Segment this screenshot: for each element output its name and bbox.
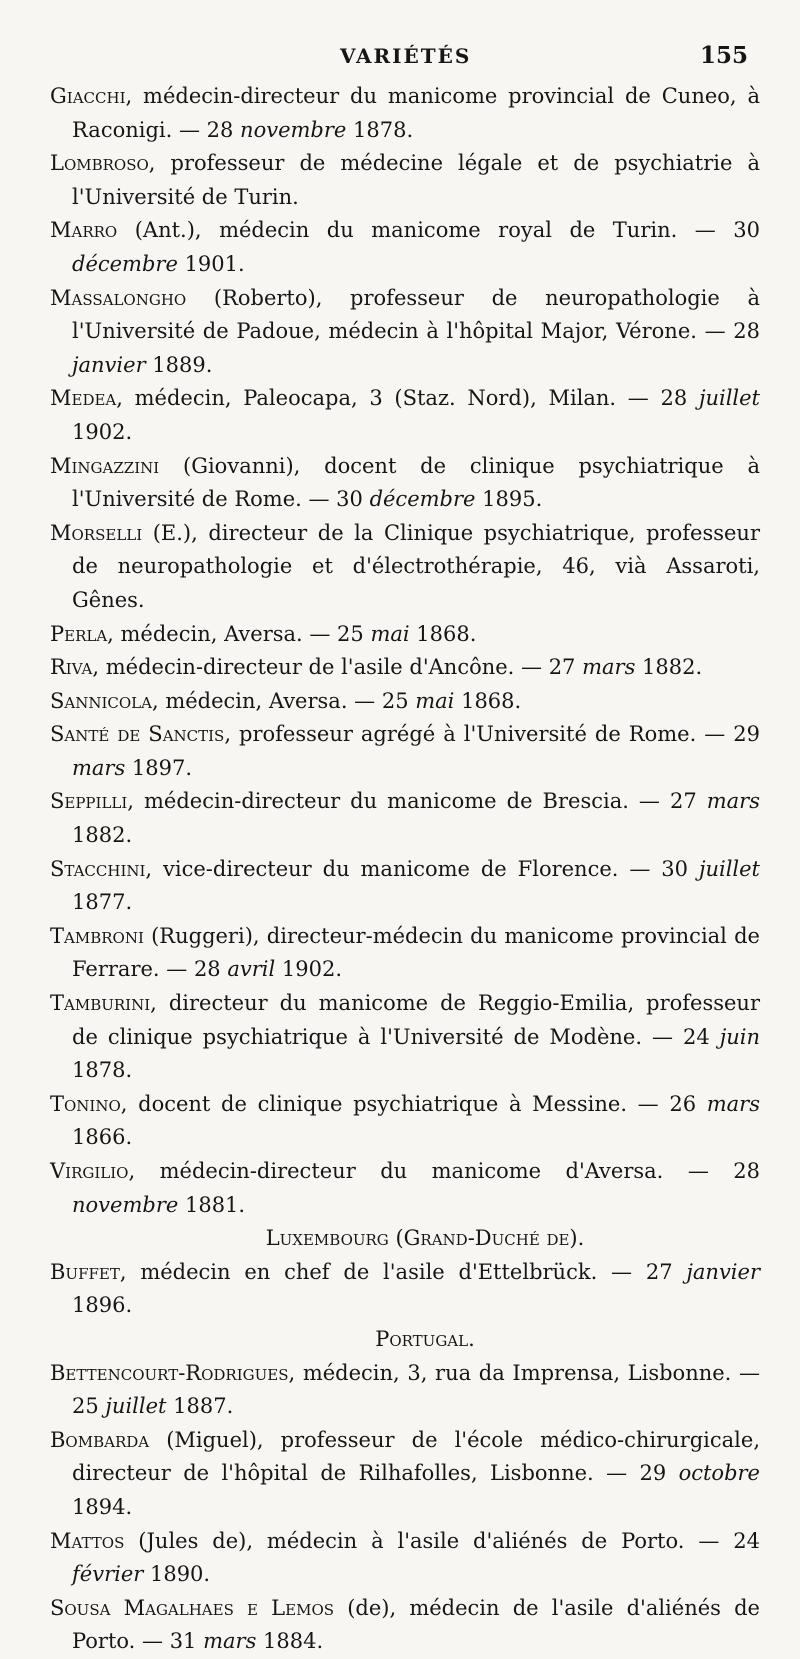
entry-date-year: 1887. [166,1394,234,1419]
entry-date-year: 1895. [475,487,543,512]
entry-description: (de), médecin de l'asile d'aliénés de Porto. — 31 [72,1595,760,1654]
entry-description: , médecin, Paleocapa, 3 (Staz. Nord), Milan. — 28 [116,386,699,411]
entry-name: Mingazzini [50,453,160,478]
entry-name: Lombroso [50,151,149,176]
entry-date-month: janvier [686,1259,760,1284]
entry-description: , médecin-directeur du manicome d'Aversa. — 28 [128,1159,760,1183]
directory-entry [50,282,760,383]
entry-description: (Giovanni), docent de clinique psychiatrique à l'Université de Rome. — 30 [72,453,760,512]
entry-date-month: février [72,1562,144,1587]
directory-entry [50,718,760,785]
entry-name: Buffet [50,1259,120,1284]
entry-description: , directeur du manicome de Reggio-Emilia, professeur de clinique psychiatrique à l'Université de Modène. — 24 [72,991,760,1049]
entry-date-year: 1877. [72,890,133,915]
directory-entry [50,517,760,618]
entry-date-year: 1890. [143,1562,211,1587]
directory-entry [50,1357,760,1424]
entry-date-year: 1878. [72,1058,133,1083]
entry-description: , professeur agrégé à l'Université de Rome. — 29 [224,722,761,747]
directory-entry [50,450,760,517]
directory-entry [50,1088,760,1155]
entry-date-month: décembre [369,487,476,512]
entry-description: , professeur de médecine légale et de psychiatrie à l'Université de Turin. [72,151,760,209]
entry-date-year: 1896. [72,1293,133,1318]
entry-name: Seppilli [50,789,128,814]
entry-description: , médecin, Aversa. — 25 [151,688,416,713]
entry-description: (Miguel), professeur de l'école médico-chirurgicale, directeur de l'hôpital de Rilhafolles, Lisbonne. — 29 [72,1427,760,1486]
entry-description: , médecin en chef de l'asile d'Ettelbrück. — 27 [119,1259,687,1284]
entry-date-month: juillet [698,856,760,881]
section-title-portugal: Portugal. [375,1326,475,1351]
directory-entry [50,1424,760,1525]
directory-entry [50,618,760,652]
entry-name: Virgilio [50,1159,129,1183]
entry-name: Perla [50,621,108,646]
entry-description: , médecin, Aversa. — 25 [107,621,371,646]
entry-date-year: 1878. [346,117,414,142]
entry-description: (Jules de), médecin à l'asile d'aliénés de Porto. — 24 [124,1528,760,1553]
entry-name: Massalongho [50,285,187,310]
entry-name: Bettencourt-Rodrigues [50,1360,289,1385]
entry-description: , médecin, 3, rua da Imprensa, Lisbonne. — 25 [72,1360,760,1419]
entry-list-luxembourg [50,1256,760,1323]
entry-date-year: 1866. [72,1125,133,1150]
entry-description: , médecin-directeur du manicome de Brescia. — 27 [127,789,707,814]
directory-entry [50,987,760,1088]
entry-list-portugal [50,1357,760,1659]
entry-description: (Roberto), professeur de neuropathologie à l'Université de Padoue, médecin à l'hôpital Major, Vérone. — 28 [72,285,760,344]
page-number: 155 [700,42,749,69]
entry-date-month: novembre [240,117,347,142]
entry-date-month: mars [203,1629,257,1654]
entry-name: Medea [50,386,117,411]
directory-entry [50,1525,760,1592]
entry-date-month: mars [706,1091,760,1116]
entry-list-italy [50,80,760,1222]
entry-date-year: 1884. [256,1629,324,1654]
directory-entry [50,920,760,987]
entry-date-year: 1897. [125,755,193,780]
entry-date-month: juillet [698,386,760,411]
directory-entry [50,214,760,281]
directory-entry [50,685,760,719]
directory-entry [50,785,760,852]
entry-date-year: 1868. [409,621,477,646]
entry-name: Sousa Magalhaes e Lemos [50,1595,335,1620]
running-title: VARIÉTÉS [340,44,472,68]
entry-date-month: mars [706,789,760,814]
entry-date-year: 1881. [178,1192,246,1217]
entry-date-month: mai [415,688,455,713]
entry-description: (Ant.), médecin du manicome royal de Turin. — 30 [117,218,760,243]
directory-entry [50,853,760,920]
entry-date-month: juin [719,1024,760,1049]
entry-date-month: mai [370,621,410,646]
entry-date-month: novembre [72,1192,179,1217]
directory-entry [50,147,760,214]
entry-name: Morselli [50,520,143,545]
entry-date-month: mars [72,755,126,780]
entry-date-year: 1868. [454,688,522,713]
entry-name: Giacchi [50,84,126,108]
directory-entry [50,80,760,147]
entry-description: , médecin-directeur du manicome provincial de Cuneo, à Raconigi. — 28 [72,84,760,142]
directory-entry [50,651,760,685]
entry-date-month: octobre [678,1461,760,1486]
entry-date-year: 1882. [72,823,133,848]
entry-description: (E.), directeur de la Clinique psychiatrique, professeur de neuropathologie et d'électrothérapie, 46, vià Assaroti, Gênes. [72,520,760,612]
section-title-luxembourg: Luxembourg (Grand-Duché de). [265,1226,585,1251]
entry-name: Bombarda [50,1427,150,1452]
entry-name: Stacchini [50,856,146,881]
entry-name: Marro [50,218,118,243]
entry-date-year: 1889. [145,352,213,377]
entry-date-year: 1882. [635,655,703,680]
entry-date-month: juillet [105,1394,167,1419]
entry-date-month: janvier [72,352,146,377]
directory-entry [50,382,760,449]
entry-description: (Ruggeri), directeur-médecin du manicome provincial de Ferrare. — 28 [72,923,760,982]
page-body [50,80,760,1659]
entry-date-month: avril [227,957,276,982]
entry-description: , docent de clinique psychiatrique à Messine. — 26 [120,1091,707,1116]
entry-date-year: 1902. [275,957,342,982]
directory-entry [50,1155,760,1222]
entry-name: Sannicola [50,688,152,713]
entry-name: Santé de Sanctis [50,722,225,747]
entry-name: Tamburini [50,991,151,1016]
entry-name: Riva [50,655,93,680]
entry-date-year: 1902. [72,419,133,444]
entry-date-month: décembre [72,251,178,276]
entry-description: , vice-directeur du manicome de Florence. — 30 [145,856,699,881]
entry-name: Mattos [50,1528,125,1553]
entry-name: Tonino [50,1091,121,1116]
entry-date-month: mars [582,655,636,680]
entry-date-year: 1894. [72,1494,133,1519]
entry-name: Tambroni [50,923,144,948]
directory-entry [50,1592,760,1659]
entry-date-year: 1901. [177,251,245,276]
entry-description: , médecin-directeur de l'asile d'Ancône. — 27 [92,655,583,680]
directory-entry [50,1256,760,1323]
